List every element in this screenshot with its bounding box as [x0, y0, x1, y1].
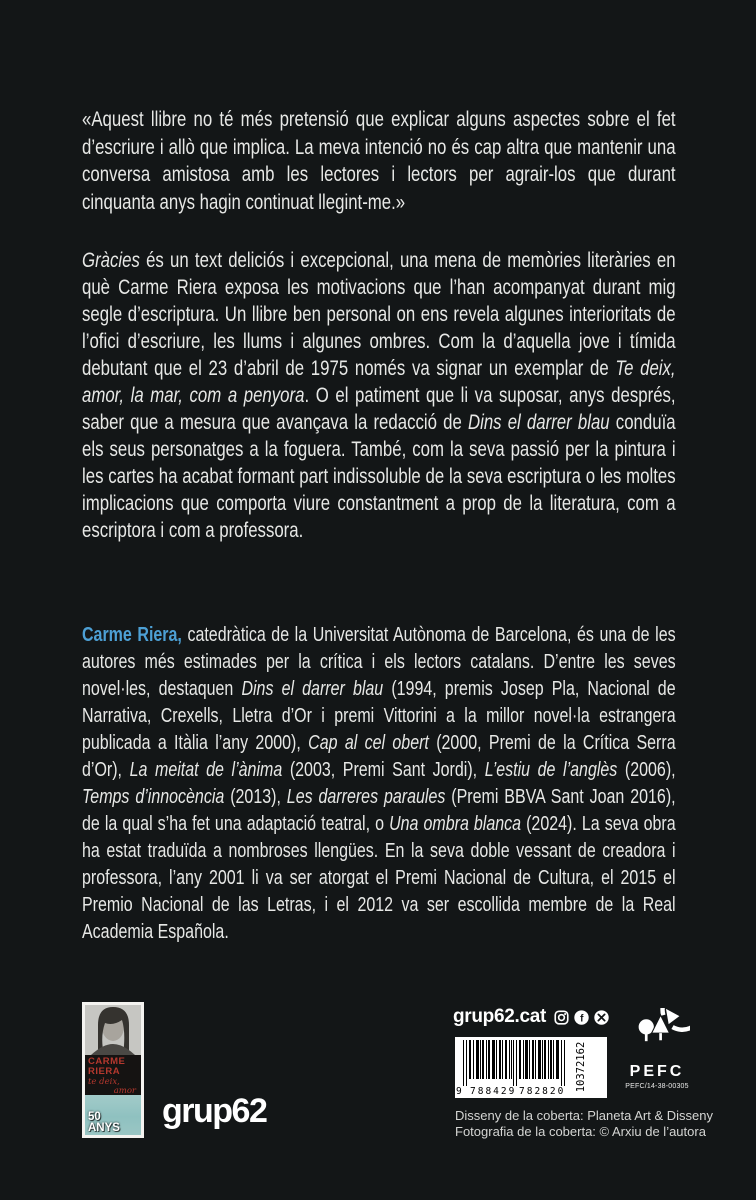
- cover-credits: [455, 1108, 713, 1139]
- mini-cover-title-band: [85, 1055, 141, 1095]
- facebook-icon: [574, 1010, 589, 1025]
- website-row: [452, 1006, 607, 1028]
- mini-cover-author: CARME RIERA: [88, 1056, 126, 1077]
- svg-text:f: f: [580, 1012, 584, 1024]
- pefc-cert-code: PEFC/14-38-00305: [625, 1083, 689, 1090]
- bio-paragraph: Carme Riera, catedràtica de la Universitat Autònoma de Barcelona, és una de les autores més estimades per la crítica i els lectors catalans. D’entre les seves novel·les, destaquen Dins el darrer blau (1994, premis Josep Pla, Nacional de Narrativa, Crexells, Lletra d’Or i premi Vittorini a la millor novel·la estrangera publicada a Itàlia l’any 2000), Cap al cel obert (2000, Premi de la Crítica Serra d’Or), La meitat de l’ànima (2003, Premi Sant Jordi), L’estiu de l’anglès (2006), Temps d’innocència (2013), Les darreres paraules (Premi BBVA Sant Joan 2016), de la qual s’ha fet una adaptació teatral, o Una ombra blanca (2024). La seva obra ha estat traduïda a nombroses llengües. En la seva doble vessant de creadora i professora, l’any 2001 li va ser atorgat el Premi Nacional de Cultura, el 2015 el Premio Nacional de las Letras, i el 2012 va ser escollida membre de la Real Academia Española.: [82, 624, 676, 943]
- mini-cover-book-title: te deix, amor: [88, 1077, 136, 1096]
- barcode: [455, 1037, 607, 1098]
- barcode-side-number: 10372162: [575, 1041, 587, 1093]
- website-url: grup62.cat: [452, 1006, 547, 1027]
- design-credit: Disseny de la coberta: Planeta Art & Disseny: [455, 1108, 713, 1123]
- pefc-logo-icon: [624, 1008, 690, 1060]
- author-portrait-image: [85, 1005, 141, 1055]
- author-photo: [85, 1005, 141, 1055]
- anniversary-edition-badge: [82, 1002, 144, 1138]
- photo-credit: Fotografia de la coberta: © Arxiu de l’autora: [455, 1123, 706, 1139]
- isbn-number: 9 788429 782820: [456, 1086, 566, 1097]
- instagram-icon: [554, 1010, 569, 1025]
- grup62-logo: grup62: [162, 1092, 267, 1130]
- quote-paragraph: «Aquest llibre no té més pretensió que explicar alguns aspectes sobre el fet d’escriure i allò que implica. La meva intenció no és cap altra que mantenir una conversa amistosa amb les lectores i lectors per agrair-los que durant cinquanta anys hagin continuat llegint-me.»: [82, 108, 676, 214]
- anniversary-label: 50 ANYS: [88, 1111, 120, 1134]
- mini-cover-teal-panel: [85, 1095, 141, 1135]
- synopsis-paragraph: Gràcies és un text deliciós i excepcional, una mena de memòries literàries en què Carme Riera exposa les motivacions que l’han acompanyat durant mig segle d’escriptura. Un llibre ben personal on ens revela algunes interioritats de l’ofici d’escriure, les llums i algunes ombres. Com la d’aquella jove i tímida debutant que el 23 d’abril de 1975 només va signar un exemplar de Te deix, amor, la mar, com a penyora. O el patiment que li va suposar, anys després, saber que a mesura que avançava la redacció de Dins el darrer blau conduïa els seus personatges a la foguera. També, com la seva passió per la pintura i les cartes ha acabat formant part indissoluble de la seva escriptura o les moltes implicacions que comporta viure constantment a prop de la literatura, com a escriptora i com a professora.: [82, 249, 676, 542]
- pefc-certification: [607, 1008, 707, 1090]
- pefc-label: PEFC: [629, 1063, 685, 1080]
